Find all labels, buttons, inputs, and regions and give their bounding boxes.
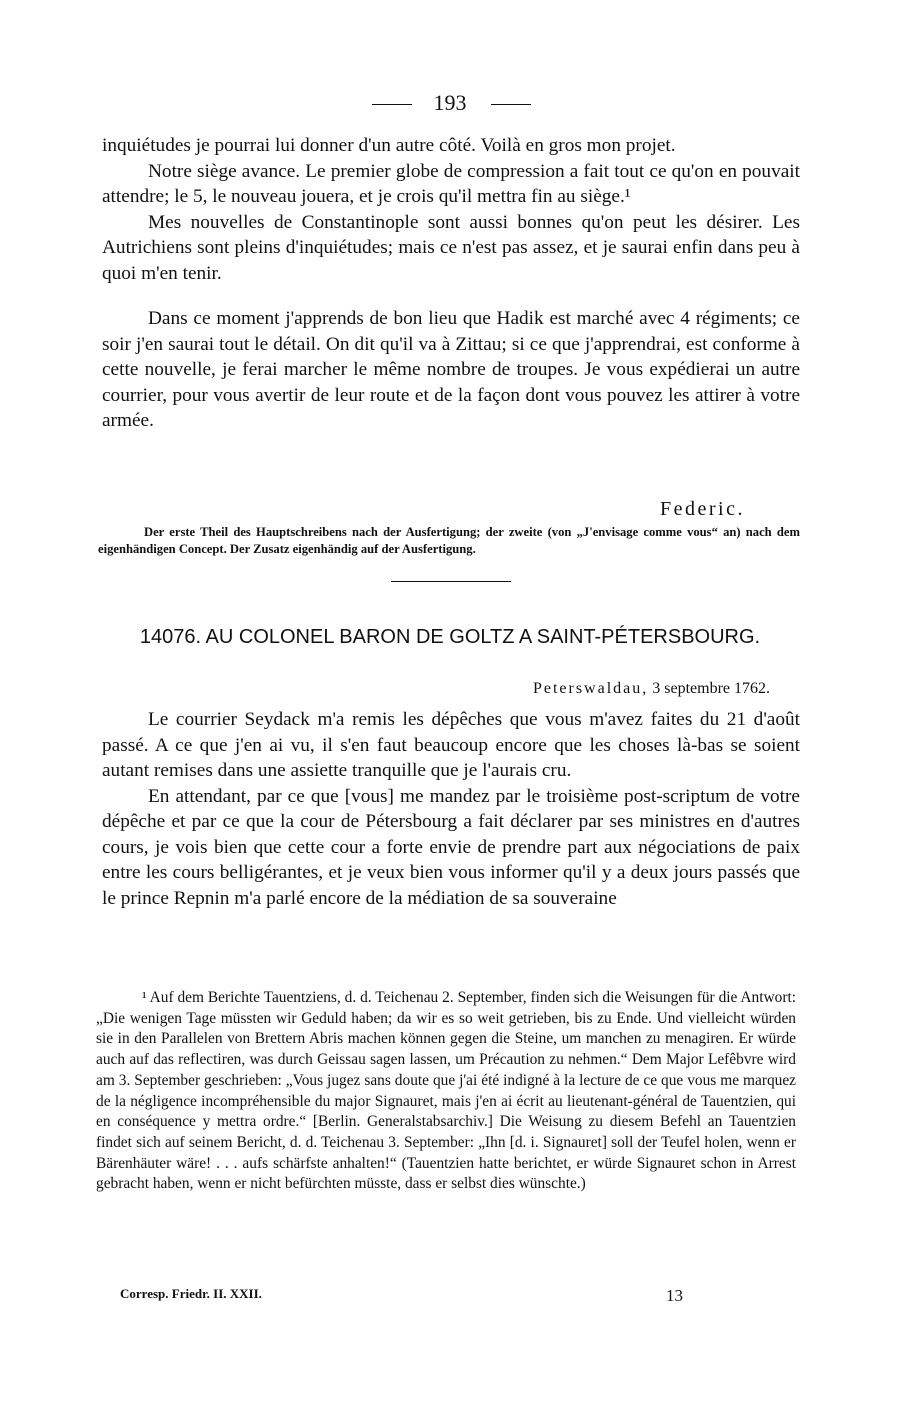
place-date [400,680,770,698]
letter-date: 3 septembre 1762. [652,680,770,697]
letter-text [102,707,800,911]
section-divider [391,581,511,582]
header-rule-left [372,104,412,105]
signature: Federic. [660,498,745,520]
paragraph: Le courrier Seydack m'a remis les dépêches que vous m'avez faites du 21 d'août passé. A ce que j'en ai vu, il s'en faut beaucoup encore que les choses là-bas se soient autant remises dans une assiette tranquille que je l'aurais cru. [102,709,800,781]
page-number: 193 [433,90,467,115]
editorial-note [98,524,800,558]
header-rule-right [491,104,531,105]
footnote: ¹ Auf dem Berichte Tauentziens, d. d. Teichenau 2. September, finden sich die Weisungen für die Antwort: „Die wenigen Tage müssten wir Geduld haben; da wir es so weit getrieben, bis zu Ende. Und vielleicht würden sie in den Parallelen von Brettern Abris machen können gegen die Steine, um manchen zu menagiren. Er würde auch auf das reflectiren, was durch Geissau sagen lassen, um Précaution zu nehmen.“ Dem Major Lefêbvre wird am 3. September geschrieben: „Vous jugez sans doute que j'ai été indigné à la lecture de ce que vous me marquez de la négligence incompréhensible du major Signauret, mais j'en ai écrit au lieutenant-général de Tauentzien, qui en conséquence y mettra ordre.“ [Berlin. Generalstabsarchiv.] Die Weisung zu diesem Befehl an Tauentzien findet sich auf seinem Bericht, d. d. Teichenau 3. September: „Ihn [d. i. Signauret] soll der Teufel holen, wenn er Bärenhäuter wäre! . . . aufs schärfste anhalten!“ (Tauentzien hatte berichtet, er würde Signauret schon in Arrest gebracht haben, wenn er nicht befürchten müsste, dass er selbst dies wünschte.) [96,989,796,1193]
paragraph: Mes nouvelles de Constantinople sont aussi bonnes qu'on peut les désirer. Les Autrichiens sont pleins d'inquiétudes; mais ce n'est pas assez, et je saurai enfin dans peu à quoi m'en tenir. [102,211,800,284]
paragraph: Notre siège avance. Le premier globe de compression a fait tout ce qu'on en pouvait attendre; le 5, le nouveau jouera, et je crois qu'il mettra fin au siège.¹ [102,160,800,207]
letter-title: 14076. AU COLONEL BARON DE GOLTZ A SAINT-PÉTERSBOURG. [139,626,761,648]
signature-mark: 13 [666,1286,683,1305]
paragraph: En attendant, par ce que [vous] me mandez par le troisième post-scriptum de votre dépêche et par ce que la cour de Pétersbourg a fait déclarer par ses ministres en d'autres cours, je vois bien que cette cour a forte envie de prendre part aux négociations de paix entre les cours belligérantes, et je veux bien vous informer qu'il y a deux jours passés que le prince Repnin m'a parlé encore de la médiation de sa souveraine [102,785,800,909]
previous-letter-text [102,133,800,434]
editorial-note-text: Der erste Theil des Hauptschreibens nach der Ausfertigung; der zweite (von „J'envisage comme vous“ an) nach dem eigenhändigen Concept. Der Zusatz eigenhändig auf der Ausfertigung. [98,525,800,556]
page-header [0,90,900,120]
paragraph: inquiétudes je pourrai lui donner d'un autre côté. Voilà en gros mon projet. [102,135,676,156]
letter-place: Peterswaldau, [532,680,649,697]
source-reference: Corresp. Friedr. II. XXII. [120,1286,262,1301]
paragraph: Dans ce moment j'apprends de bon lieu que Hadik est marché avec 4 régiments; ce soir j'en saurai tout le détail. On dit qu'il va à Zittau; si ce que j'apprendrai, est conforme à cette nouvelle, je ferai marcher le même nombre de troupes. Je vous expédierai un autre courrier, pour vous avertir de leur route et de la façon dont vous pouvez les attirer à votre armée. [102,308,800,431]
footnotes [96,988,796,1195]
